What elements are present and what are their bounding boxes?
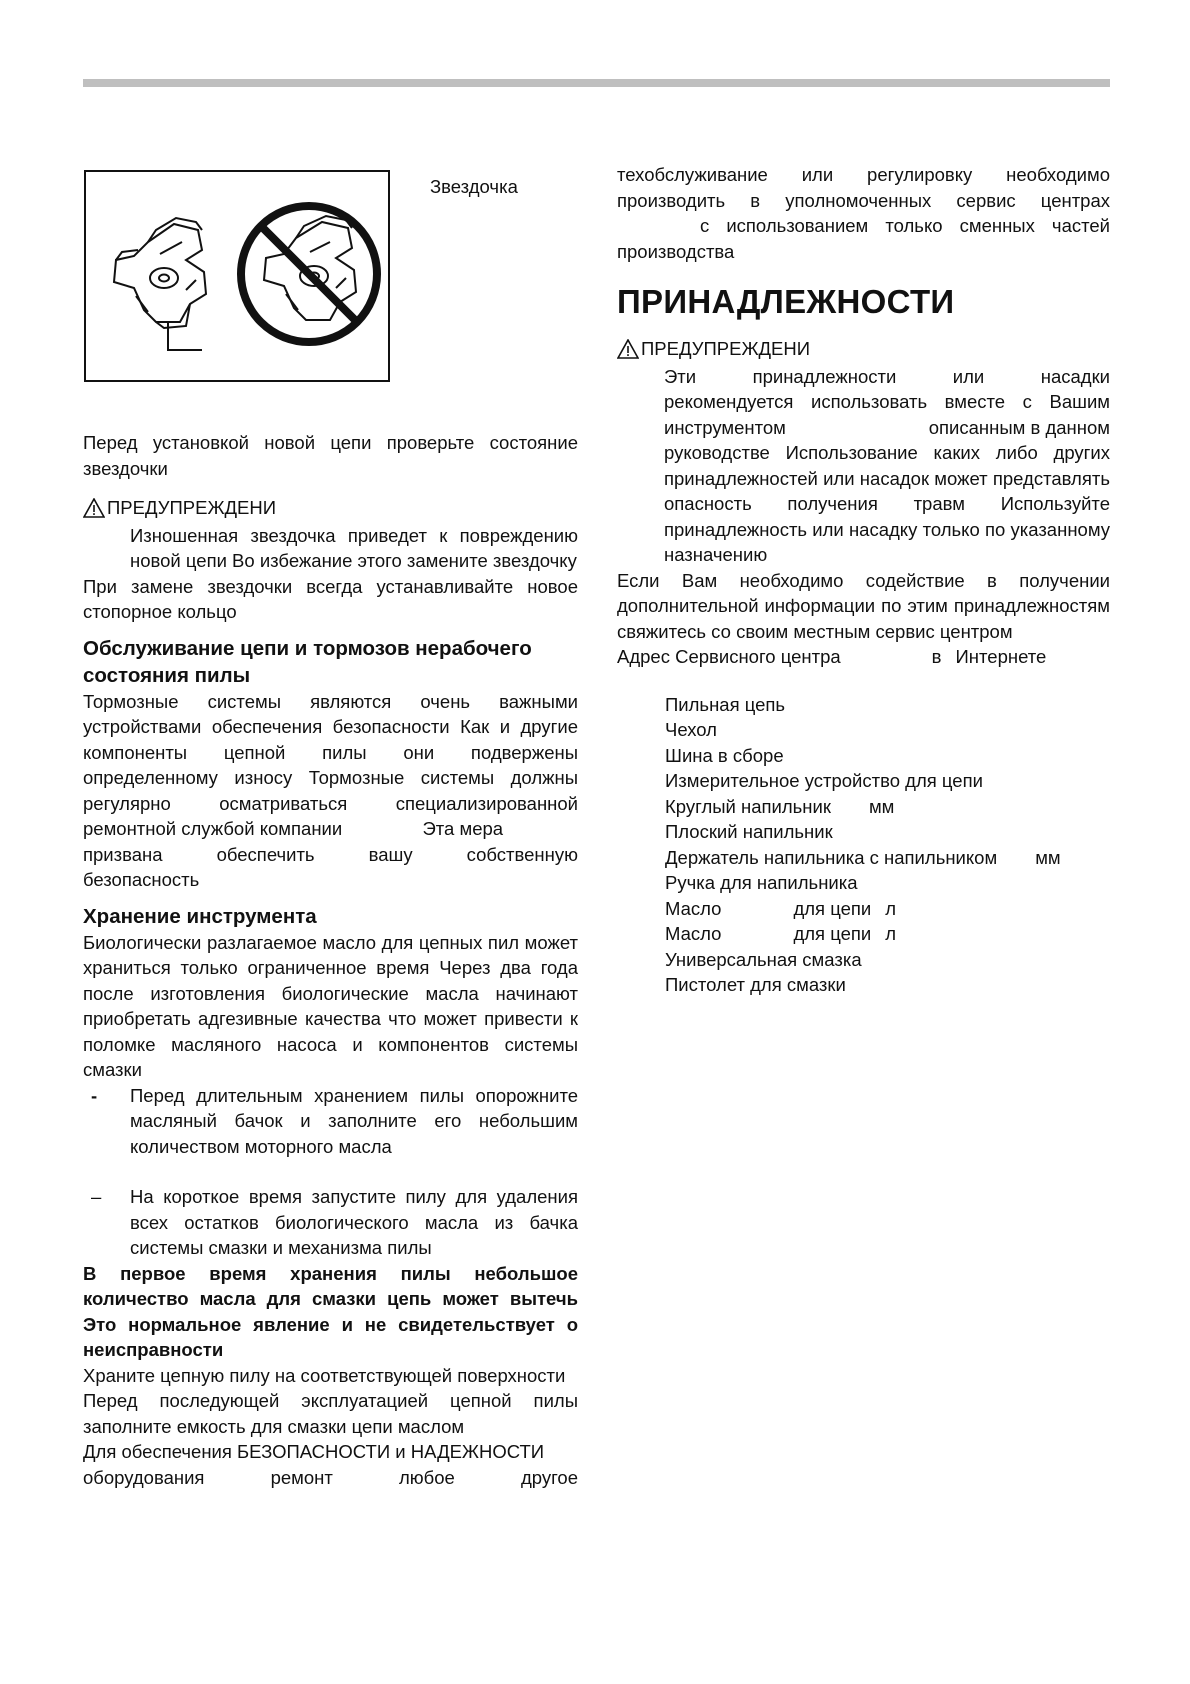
list-item: Шина в сборе <box>665 744 784 766</box>
continuation-line: производить в уполномоченных сервис центрах <box>617 189 1110 211</box>
storage-paragraph: Биологически разлагаемое масло для цепных пил может храниться только ограниченное время Через два года после изготовления биологические масла начинают приобретать адгезивные качества что может привести к поломке масляного насоса и компонентов системы смазки <box>83 931 578 1080</box>
list-item: Чехол <box>665 719 717 740</box>
list-item-text: На короткое время запустите пилу для удаления всех остатков биологического масла из бачка системы смазки и механизма пилы <box>130 1186 578 1258</box>
bullet-dash: – <box>91 1186 102 1207</box>
left-column <box>83 430 578 1490</box>
section-heading-brakes: Обслуживание цепи и тормозов нерабочего состояния пилы <box>83 636 532 687</box>
brakes-paragraph: Тормозные системы являются очень важными устройствами обеспечения безопасности Как и другие компоненты цепной пилы они подвержены определенному износу Тормозные системы должны регулярно осматриваться специализированной ремонтной службой компании Эта мера <box>83 690 578 839</box>
safety-note-line2: оборудования ремонт любое другое <box>83 1466 578 1488</box>
continuation-line: техобслуживание или регулировку необходимо <box>617 164 1110 185</box>
figure-label: Звездочка <box>430 176 518 197</box>
bold-note: В первое время хранения пилы небольшое количество масла для смазки цепь может вытечь Это нормальное явление и не свидетельствует о неисправности <box>83 1262 578 1360</box>
warning-text: Изношенная звездочка приведет к повреждению новой цепи Во избежание этого замените звездочку <box>130 524 578 571</box>
warning-header-1 <box>83 495 578 521</box>
list-item: Ручка для напильника <box>665 872 858 893</box>
accessory-warning-text: Эти принадлежности или насадки рекомендуется использовать вместе с Вашим инструментом описанным в данном руководстве Использование каких либо других принадлежностей или насадок может представлять опасность получения травм Используйте принадлежность или насадку только по указанному назначению <box>664 365 1110 565</box>
list-item: Круглый напильник мм <box>665 795 895 817</box>
top-rule <box>83 79 1110 87</box>
retaining-ring-note: При замене звездочки всегда устанавливайте новое стопорное кольцо <box>83 575 578 622</box>
list-item: Плоский напильник <box>665 821 833 842</box>
warning-title: ПРЕДУПРЕЖДЕНИ <box>641 338 811 359</box>
list-item <box>83 1184 578 1261</box>
accessories-heading: ПРИНАДЛЕЖНОСТИ <box>617 283 955 320</box>
warning-triangle-icon <box>617 339 639 359</box>
section-heading-storage: Хранение инструмента <box>83 904 317 928</box>
brakes-paragraph-end: безопасность <box>83 869 200 890</box>
list-item: Пистолет для смазки <box>665 974 846 995</box>
service-address: Адрес Сервисного центра в Интернете <box>617 646 1047 667</box>
list-item: Держатель напильника с напильником мм <box>665 846 1061 868</box>
storage-surface-note: Храните цепную пилу на соответствующей поверхности <box>83 1364 566 1386</box>
list-item: Масло для цепи л <box>665 897 897 919</box>
list-item: Универсальная смазка <box>665 948 862 970</box>
accessories-list <box>617 692 1110 998</box>
sprocket-illustration <box>86 172 388 380</box>
warning-header-2 <box>617 336 1110 362</box>
brakes-paragraph-line: призвана обеспечить вашу собственную <box>83 843 578 865</box>
intro-paragraph: Перед установкой новой цепи проверьте состояние звездочки <box>83 432 578 479</box>
bullet-dash: - <box>91 1084 98 1106</box>
warning-triangle-icon <box>83 498 105 518</box>
list-item: Пильная цепь <box>665 693 786 715</box>
refill-note: Перед последующей эксплуатацией цепной пилы заполните емкость для смазки цепи маслом <box>83 1390 578 1437</box>
list-item: Масло для цепи л <box>665 923 897 944</box>
list-item <box>83 1083 578 1160</box>
list-item-text: Перед длительным хранением пилы опорожните масляный бачок и заполните его небольшим количеством моторного масла <box>130 1084 578 1157</box>
contact-paragraph: Если Вам необходимо содействие в получении дополнительной информации по этим принадлежностям свяжитесь со своим местным сервис центром <box>617 569 1110 642</box>
warning-title: ПРЕДУПРЕЖДЕНИ <box>107 497 277 518</box>
list-item: Измерительное устройство для цепи <box>665 770 983 791</box>
continuation-line: производства <box>617 240 735 262</box>
continuation-line: с использованием только сменных частей <box>700 215 1110 236</box>
sprocket-figure <box>84 170 390 382</box>
right-column <box>617 162 1110 998</box>
safety-note-line1: Для обеспечения БЕЗОПАСНОСТИ и НАДЕЖНОСТИ <box>83 1441 545 1462</box>
warning-line: инструментом описанным в данном <box>664 416 1110 438</box>
